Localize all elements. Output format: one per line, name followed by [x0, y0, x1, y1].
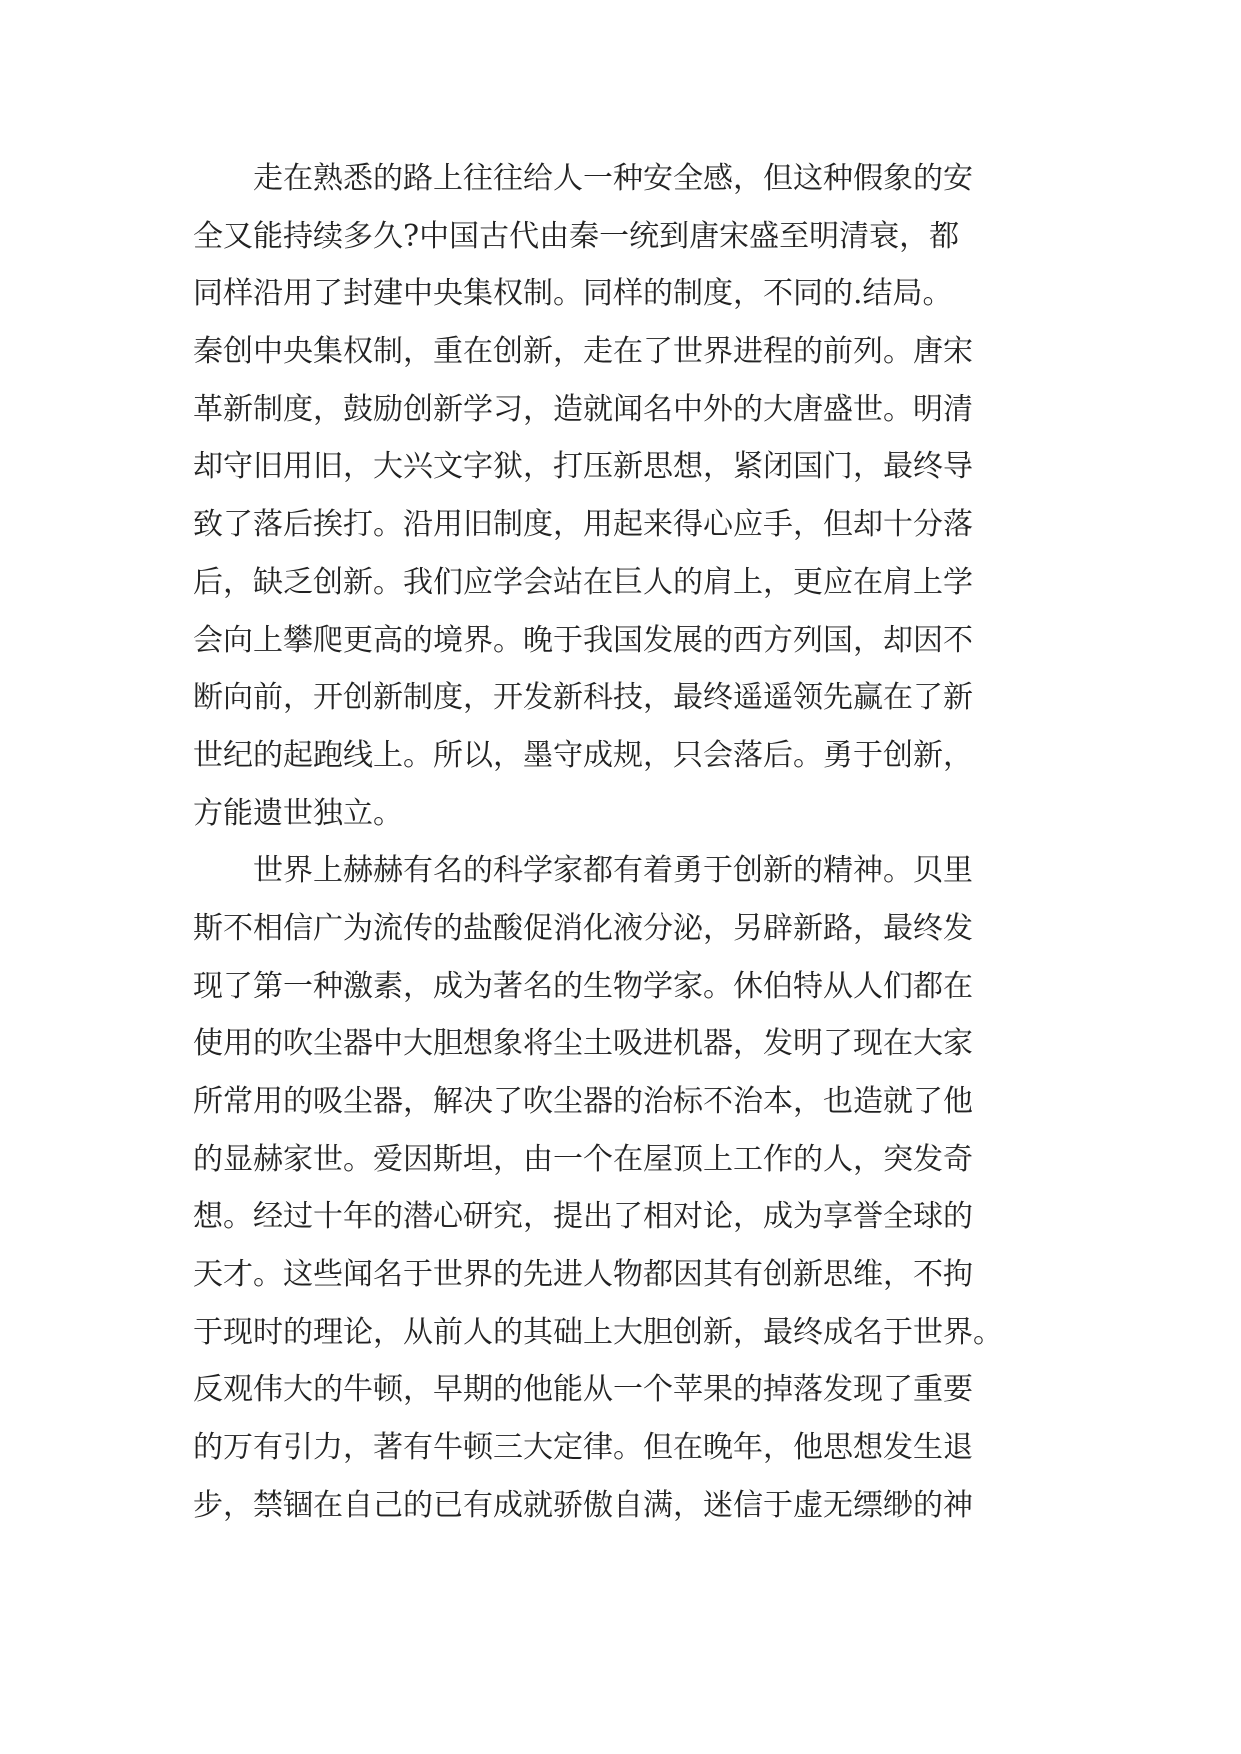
text-line: 秦创中央集权制，重在创新，走在了世界进程的前列。唐宋: [193, 334, 973, 370]
text-line: [193, 842, 1073, 900]
text-line: 却守旧用旧，大兴文字狱，打压新思想，紧闭国门，最终导: [193, 449, 973, 485]
text-line: 全又能持续多久?中国古代由秦一统到唐宋盛至明清衰，都: [193, 218, 960, 254]
text-line: 后，缺乏创新。我们应学会站在巨人的肩上，更应在肩上学: [193, 564, 973, 600]
text-line: 天才。这些闻名于世界的先进人物都因其有创新思维，不拘: [193, 1257, 973, 1293]
text-line: [193, 150, 1073, 208]
text-line: 同样沿用了封建中央集权制。同样的制度，不同的.结局。: [193, 276, 953, 312]
text-line: 想。经过十年的潜心研究，提出了相对论，成为享誉全球的: [193, 1199, 973, 1235]
text-line: 反观伟大的牛顿，早期的他能从一个苹果的掉落发现了重要: [193, 1372, 973, 1408]
paragraph-2: [193, 842, 1073, 1534]
body-text: [193, 150, 1073, 1535]
text-line: 的显赫家世。爱因斯坦，由一个在屋顶上工作的人，突发奇: [193, 1141, 973, 1177]
text-line: 世纪的起跑线上。所以，墨守成规，只会落后。勇于创新，: [193, 737, 973, 773]
text-line: 断向前，开创新制度，开发新科技，最终遥遥领先赢在了新: [193, 680, 973, 716]
text-line: 致了落后挨打。沿用旧制度，用起来得心应手，但却十分落: [193, 507, 973, 543]
text-line: 现了第一种激素，成为著名的生物学家。休伯特从人们都在: [193, 968, 973, 1004]
text-line: 使用的吹尘器中大胆想象将尘土吸进机器，发明了现在大家: [193, 1026, 973, 1062]
text-line: 所常用的吸尘器，解决了吹尘器的治标不治本，也造就了他: [193, 1084, 973, 1119]
text-line-content: 走在熟悉的路上往往给人一种安全感，但这种假象的安: [253, 161, 973, 196]
text-line-content: 世界上赫赫有名的科学家都有着勇于创新的精神。贝里: [253, 853, 973, 889]
text-line: 的万有引力，著有牛顿三大定律。但在晚年，他思想发生退: [193, 1430, 973, 1466]
paragraph-1: [193, 150, 1073, 842]
text-line: 革新制度，鼓励创新学习，造就闻名中外的大唐盛世。明清: [193, 391, 973, 427]
text-line: 步，禁锢在自己的已有成就骄傲自满，迷信于虚无缥缈的神: [193, 1487, 973, 1523]
text-line: 于现时的理论，从前人的其础上大胆创新，最终成名于世界。: [193, 1314, 1003, 1350]
text-line: 斯不相信广为流传的盐酸促消化液分泌，另辟新路，最终发: [193, 910, 973, 946]
text-line: 会向上攀爬更高的境界。晚于我国发展的西方列国，却因不: [193, 622, 973, 658]
text-line: 方能遗世独立。: [193, 795, 403, 831]
